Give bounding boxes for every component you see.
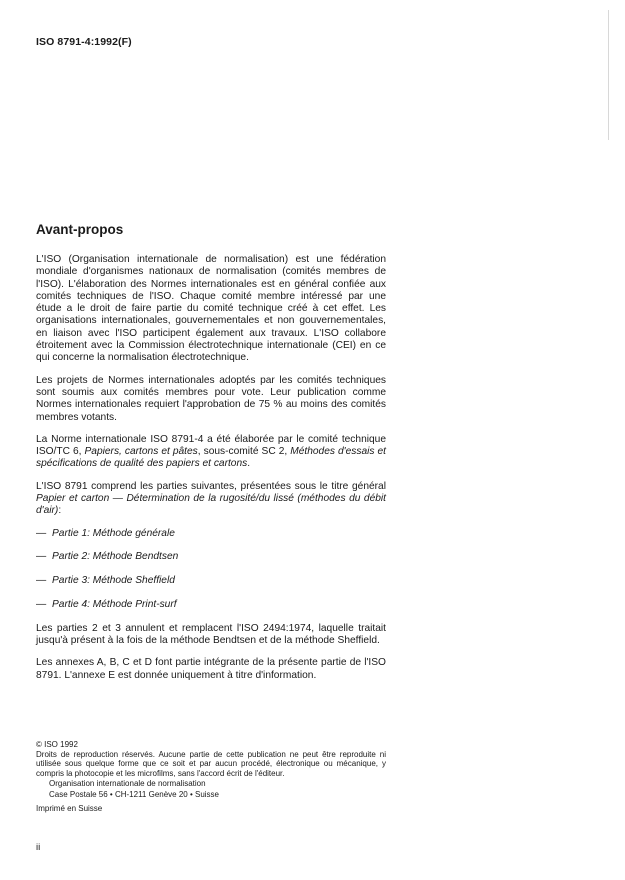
foreword-paragraph-5: Les parties 2 et 3 annulent et remplacent l'ISO 2494:1974, laquelle traitait jusqu'à présent à la fois de la méthode Bendtsen et de la méthode Sheffield.: [36, 622, 386, 647]
part-label: Partie 1: Méthode générale: [52, 527, 175, 539]
foreword-paragraph-4: [36, 481, 386, 518]
para3-text-e: .: [247, 458, 251, 470]
list-dash: —: [36, 575, 47, 587]
rights-notice: Droits de reproduction réservés. Aucune partie de cette publication ne peut être reproduite ni utilisée sous quelque forme que ce soit et par aucun procédé, électronique ou mécanique, y compris la photocopie et les microfilms, sans l'accord écrit de l'éditeur.: [36, 749, 386, 778]
part-label: Partie 3: Méthode Sheffield: [52, 575, 175, 587]
foreword-paragraph-2: Les projets de Normes internationales adoptés par les comités techniques sont soumis aux comités membres pour vote. Leur publication comme Normes internationales requiert l'approbation de 75 % au moins des comités membres votants.: [36, 374, 386, 423]
list-item: [36, 528, 386, 540]
copyright-line: © ISO 1992: [36, 740, 78, 749]
list-dash: —: [36, 599, 47, 611]
part-label: Partie 4: Méthode Print-surf: [52, 599, 177, 611]
page-number: ii: [36, 842, 41, 853]
list-item: [36, 551, 386, 563]
parts-list: [36, 528, 386, 612]
copyright-footer: [36, 740, 386, 813]
page-edge-line: [608, 10, 609, 140]
printed-in: Imprimé en Suisse: [36, 803, 103, 813]
para3-text-a: La Norme internationale ISO 8791-4 a été élaborée par le comité technique ISO/TC 6,: [36, 433, 386, 458]
foreword-paragraph-6: Les annexes A, B, C et D font partie intégrante de la présente partie de l'ISO 8791. L'annexe E est donnée uniquement à titre d'information.: [36, 657, 386, 681]
para3-text-c: , sous-comité SC 2,: [197, 446, 291, 458]
foreword-title: Avant-propos: [36, 222, 124, 237]
foreword-paragraph-3: [36, 434, 386, 471]
foreword-paragraph-1: L'ISO (Organisation internationale de normalisation) est une fédération mondiale d'organismes nationaux de normalisation (comités membres de l'ISO). L'élaboration des Normes internationales est en général confiée aux comités techniques de l'ISO. Chaque comité membre intéressé par une étude a le droit de faire partie du comité technique créé à cet effet. Les organisations internationales, gouvernementales et non gouvernementales, en liaison avec l'ISO participent également aux travaux. L'ISO collabore étroitement avec la Commission électrotechnique internationale (CEI) en ce qui concerne la normalisation électrotechnique.: [36, 254, 386, 364]
para3-subcommittee-title: Méthodes d'essais et spécifications de qualité des papiers et cartons: [36, 446, 386, 470]
para3-committee-title: Papiers, cartons et pâtes: [84, 446, 198, 458]
part-label: Partie 2: Méthode Bendtsen: [52, 551, 179, 563]
organization-name: Organisation internationale de normalisation: [49, 779, 206, 789]
foreword-section: [36, 222, 386, 692]
list-dash: —: [36, 551, 47, 563]
list-item: [36, 575, 386, 587]
para4-text-a: L'ISO 8791 comprend les parties suivantes, présentées sous le titre général: [36, 480, 386, 492]
para4-general-title: Papier et carton — Détermination de la rugosité/du lissé (méthodes du débit d'air): [36, 493, 386, 517]
document-reference: ISO 8791-4:1992(F): [36, 36, 132, 48]
list-dash: —: [36, 527, 47, 539]
para4-text-c: :: [58, 505, 62, 517]
organization-address: Case Postale 56 • CH-1211 Genève 20 • Suisse: [49, 789, 219, 799]
list-item: [36, 599, 386, 611]
